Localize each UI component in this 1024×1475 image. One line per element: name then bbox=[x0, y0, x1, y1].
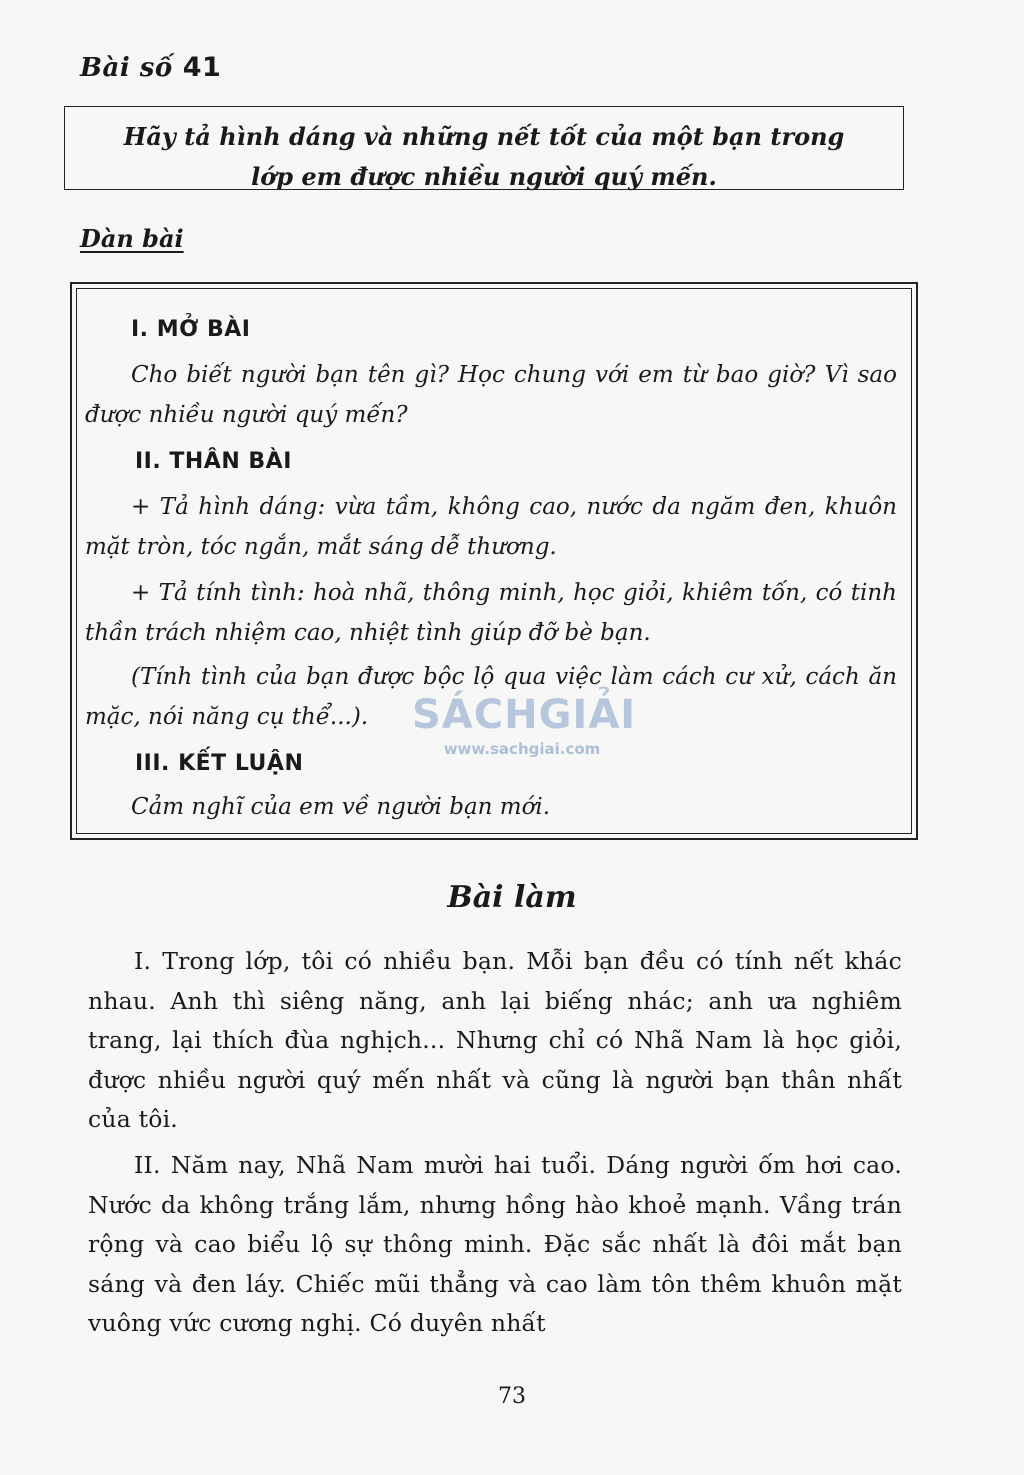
assignment-prompt-box bbox=[64, 106, 904, 190]
essay-heading: Bài làm bbox=[447, 880, 577, 915]
watermark-url: www.sachgiai.com bbox=[443, 740, 601, 758]
prompt-line-1: Hãy tả hình dáng và những nết tốt của một bạn trong bbox=[123, 122, 845, 151]
than-bai-item-note: (Tính tình của bạn được bộc lộ qua việc làm cách cư xử, cách ăn mặc, nói năng cụ thể...). bbox=[85, 664, 897, 730]
section-than-bai-title: II. THÂN BÀI bbox=[135, 449, 292, 474]
section-mo-bai-text: Cho biết người bạn tên gì? Học chung với em từ bao giờ? Vì sao được nhiều người quý mến? bbox=[85, 362, 897, 428]
watermark bbox=[412, 692, 637, 758]
lesson-label: Bài số bbox=[80, 53, 173, 83]
prompt-line-2: lớp em được nhiều người quý mến. bbox=[251, 162, 717, 191]
lesson-number: 41 bbox=[182, 52, 222, 83]
outline-heading: Dàn bài bbox=[80, 224, 184, 253]
essay-paragraph-text: I. Trong lớp, tôi có nhiều bạn. Mỗi bạn đều có tính nết khác nhau. Anh thì siêng năng, anh lại biếng nhác; anh ưa nghiêm trang, lại thích đùa nghịch... Nhưng chỉ có Nhã Nam là học giỏi, được nhiều người quý mến nhất và cũng là người bạn thân nhất của tôi. bbox=[88, 947, 902, 1134]
section-ket-luan-title: III. KẾT LUẬN bbox=[135, 751, 304, 776]
essay-paragraph-text: II. Năm nay, Nhã Nam mười hai tuổi. Dáng người ốm hơi cao. Nước da không trắng lắm, nhưng hồng hào khoẻ mạnh. Vầng trán rộng và cao biểu lộ sự thông minh. Đặc sắc nhất là đôi mắt bạn sáng và đen láy. Chiếc mũi thẳng và cao làm tôn thêm khuôn mặt vuông vức cương nghị. Có duyên nhất bbox=[88, 1151, 902, 1338]
section-ket-luan-text: Cảm nghĩ của em về người bạn mới. bbox=[131, 794, 551, 820]
essay-paragraph-1 bbox=[88, 942, 902, 1140]
essay-paragraph-2 bbox=[88, 1146, 902, 1344]
lesson-title bbox=[80, 52, 221, 83]
page-number: 73 bbox=[498, 1384, 526, 1409]
section-mo-bai-title: I. MỞ BÀI bbox=[131, 317, 251, 342]
than-bai-item-appearance: + Tả hình dáng: vừa tầm, không cao, nước da ngăm đen, khuôn mặt tròn, tóc ngắn, mắt sáng dễ thương. bbox=[85, 494, 897, 560]
watermark-logo: SÁCHGIẢI bbox=[412, 692, 637, 738]
than-bai-item-personality: + Tả tính tình: hoà nhã, thông minh, học giỏi, khiêm tốn, có tinh thần trách nhiệm cao, nhiệt tình giúp đỡ bè bạn. bbox=[85, 580, 897, 646]
